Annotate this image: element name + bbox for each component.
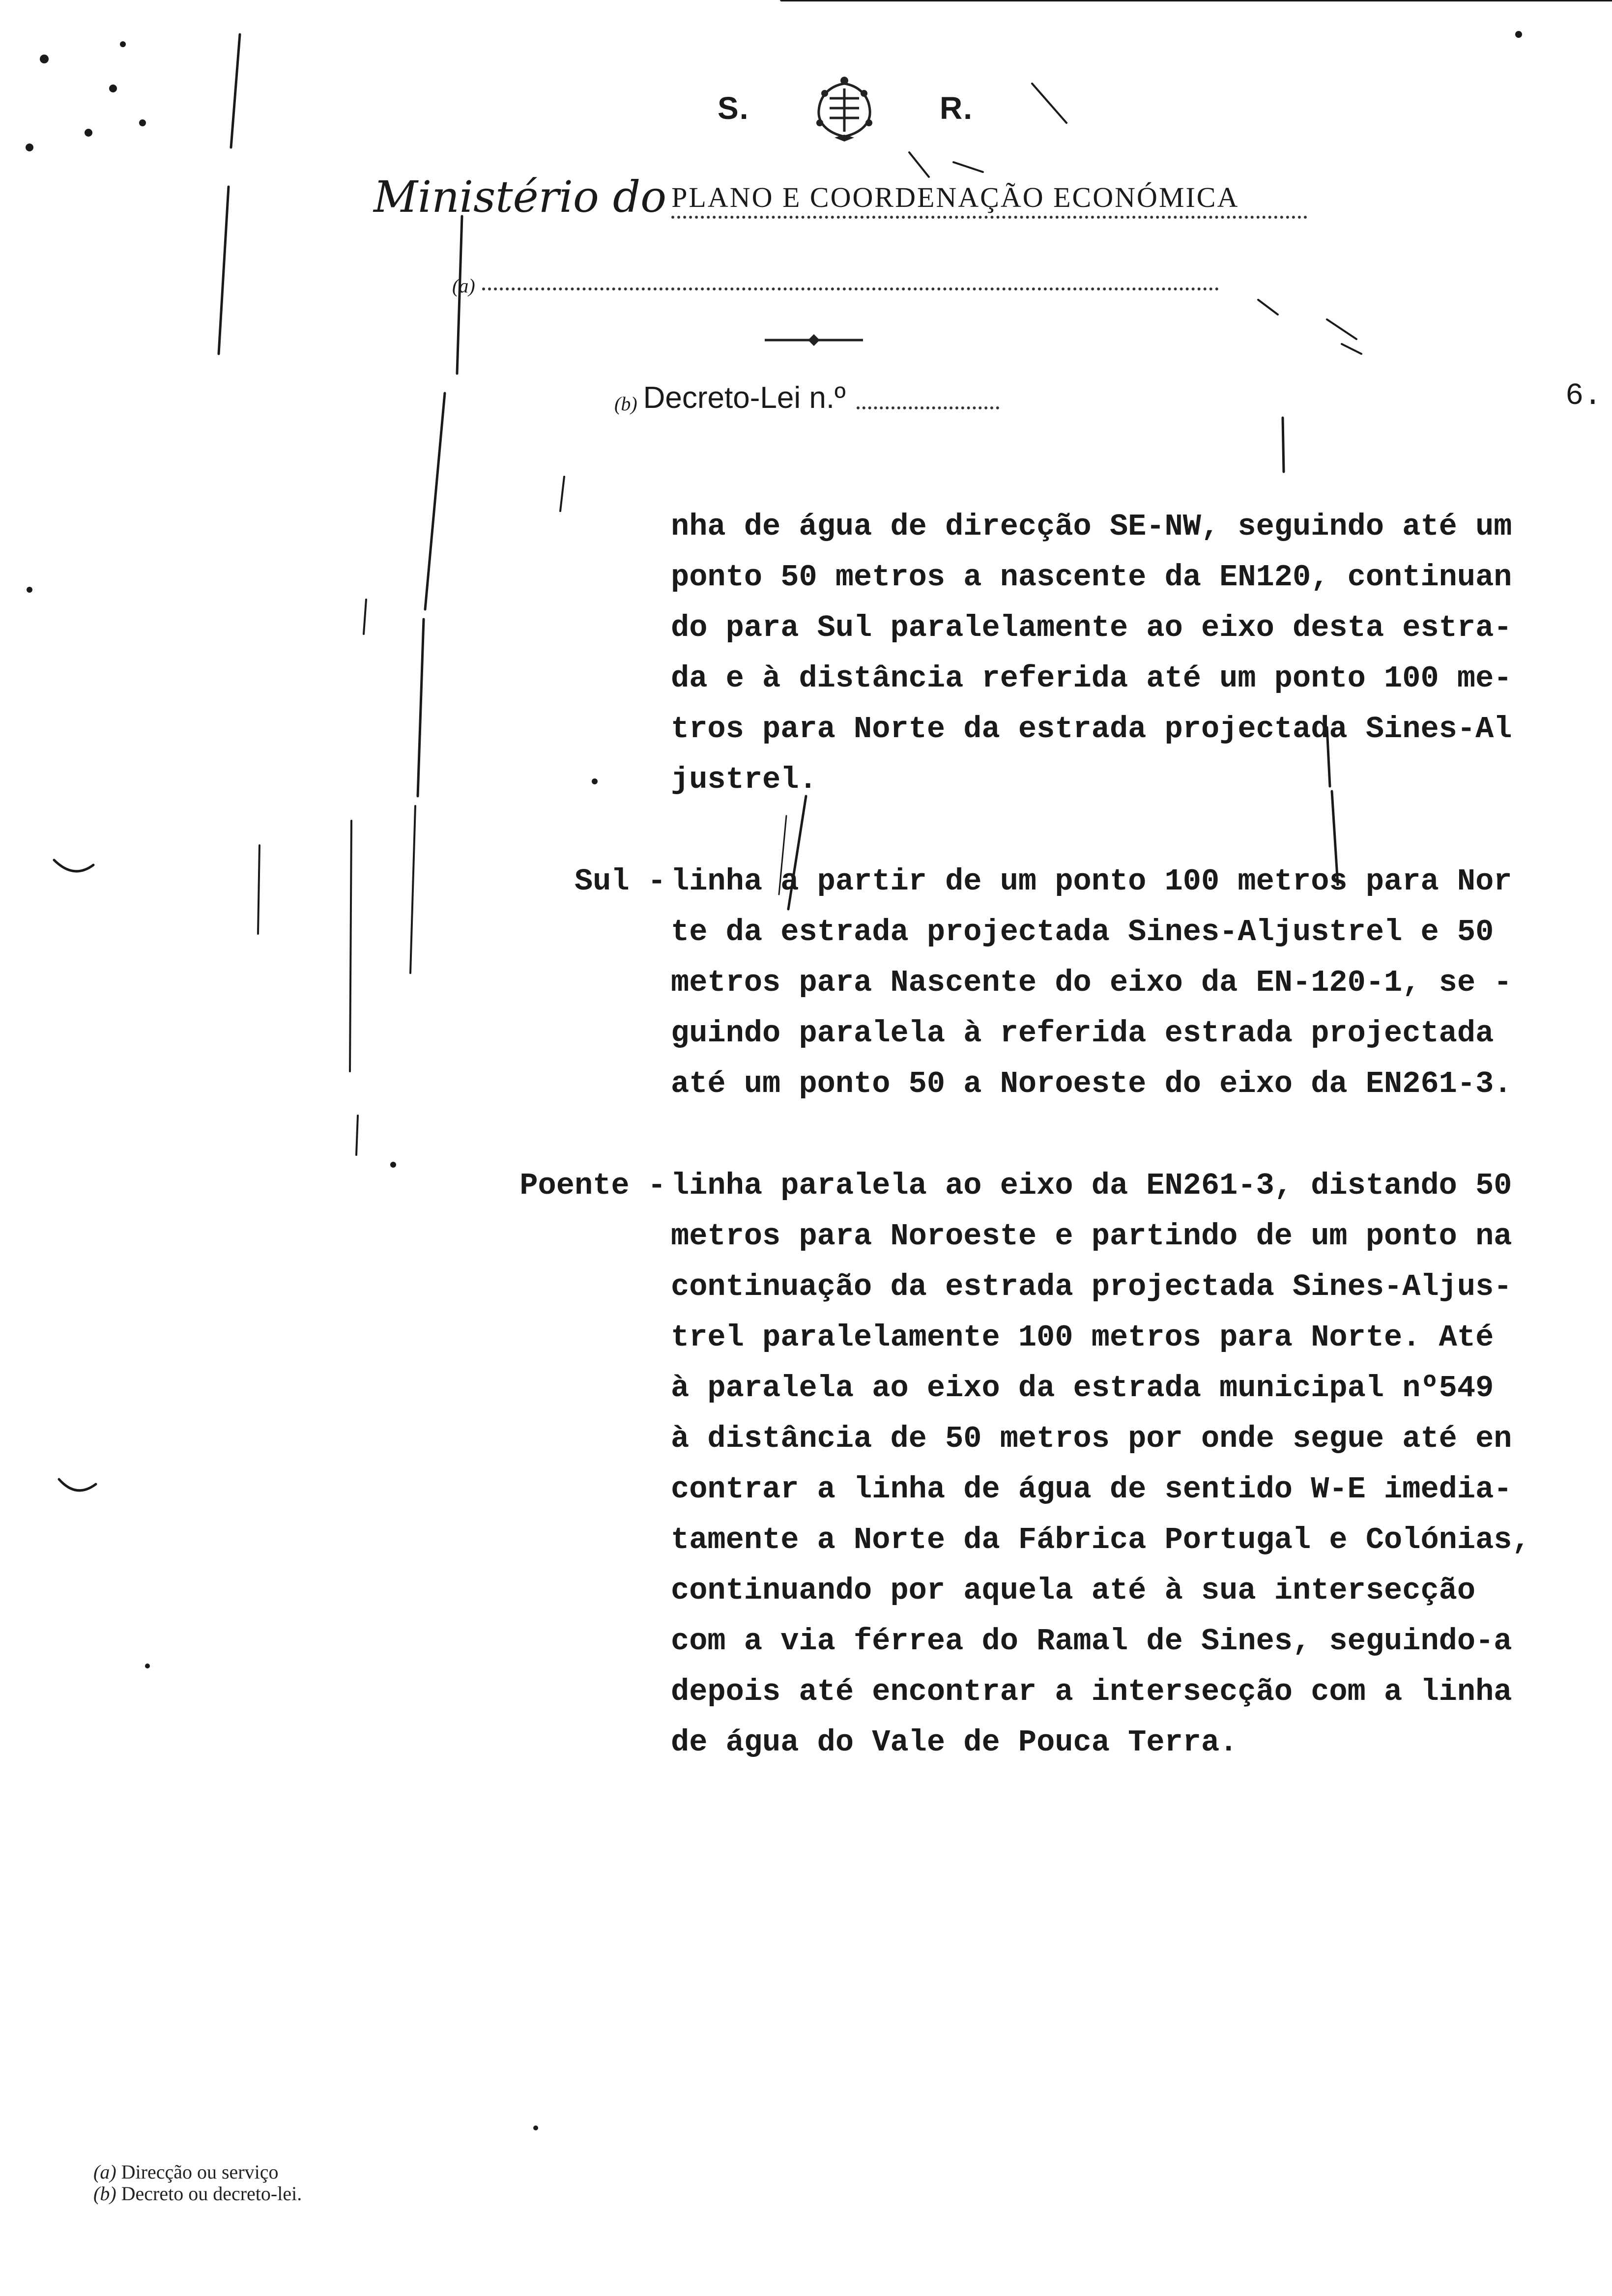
boundary-entry-continuation [0,501,1612,805]
margin-stroke [231,34,240,147]
scan-speck [533,2125,538,2130]
text-line: de água do Vale de Pouca Terra. [671,1725,1238,1760]
text-line: metros para Noroeste e partindo de um ponto na [671,1219,1512,1254]
decree-number-dotted-line [857,406,999,409]
text-line: ponto 50 metros a nascente da EN120, continuan [671,560,1512,595]
ministry-heading [374,165,1307,222]
text-line: continuando por aquela até à sua intersecção [671,1573,1476,1608]
handwritten-stroke [1032,84,1066,123]
text-line: te da estrada projectada Sines-Aljustrel e 50 [671,915,1494,949]
scan-speck [1515,31,1522,38]
text-line: à distância de 50 metros por onde segue até en [671,1421,1512,1456]
ministry-name: PLANO E COORDENAÇÃO ECONÓMICA [671,181,1307,219]
footnote [93,2161,302,2183]
text-line: com a via férrea do Ramal de Sines, seguindo-a [671,1624,1512,1659]
text-line: linha paralela ao eixo da EN261-3, distando 50 [671,1168,1512,1203]
text-line: até um ponto 50 a Noroeste do eixo da EN261-3. [671,1066,1512,1101]
handwritten-stroke [1342,344,1361,354]
footnote-marker: (a) [93,2161,116,2183]
text-line: do para Sul paralelamente ao eixo desta estra- [671,610,1512,645]
text-line: trel paralelamente 100 metros para Norte. Até [671,1320,1494,1355]
text-line: nha de água de direcção SE-NW, seguindo até um [671,509,1512,544]
footnote-text: Decreto ou decreto-lei. [121,2182,302,2205]
service-field-marker: (a) [452,275,475,297]
handwritten-stroke [1258,300,1278,315]
text-line: metros para Nascente do eixo da EN-120-1, se - [671,965,1512,1000]
page-number: 6. [1565,378,1602,413]
service-field [452,258,1219,297]
text-line: continuação da estrada projectada Sines-Aljus- [671,1269,1512,1304]
service-field-dotted-line [482,287,1219,290]
scan-speck [85,129,92,137]
boundary-entry-poente [0,1160,1612,1768]
boundary-description [0,501,1612,1819]
scan-speck [139,119,146,126]
text-line: à paralela ao eixo da estrada municipal nº549 [671,1371,1494,1406]
letterhead [718,74,973,143]
boundary-entry-text [671,856,1610,1109]
text-line: linha a partir de um ponto 100 metros para Nor [671,864,1512,899]
header-divider [765,333,863,347]
footnote [93,2183,302,2205]
coat-of-arms-icon [800,74,889,143]
boundary-entry-text [671,501,1610,805]
text-line: tamente a Norte da Fábrica Portugal e Colónias, [671,1522,1530,1557]
scan-speck [26,144,33,151]
scan-speck [109,85,117,92]
decree-marker: (b) [614,393,637,415]
handwritten-stroke [1327,319,1356,339]
boundary-entry-label: Sul - [574,864,666,899]
ministry-prefix: Ministério do [374,172,667,222]
boundary-entry-sul [0,856,1612,1109]
text-line: tros para Norte da estrada projectada Sines-Al [671,712,1512,746]
footnote-text: Direcção ou serviço [121,2161,279,2183]
letterhead-right-letter: R. [940,90,973,126]
scan-speck [40,55,49,63]
boundary-entry-text [671,1160,1610,1768]
margin-stroke [219,187,229,354]
handwritten-stroke [1283,418,1284,472]
text-line: da e à distância referida até um ponto 100 me- [671,661,1512,696]
letterhead-left-letter: S. [718,90,749,126]
text-line: justrel. [671,762,817,797]
text-line: guindo paralela à referida estrada projectada [671,1016,1494,1051]
footnote-marker: (b) [93,2182,116,2205]
footnotes [93,2161,302,2205]
boundary-entry-label: Poente - [519,1168,666,1203]
text-line: depois até encontrar a intersecção com a linha [671,1674,1512,1709]
scan-speck [120,41,126,47]
decree-label: Decreto-Lei n.º [643,381,846,415]
decree-heading [614,376,999,415]
text-line: contrar a linha de água de sentido W-E imedia- [671,1472,1512,1507]
